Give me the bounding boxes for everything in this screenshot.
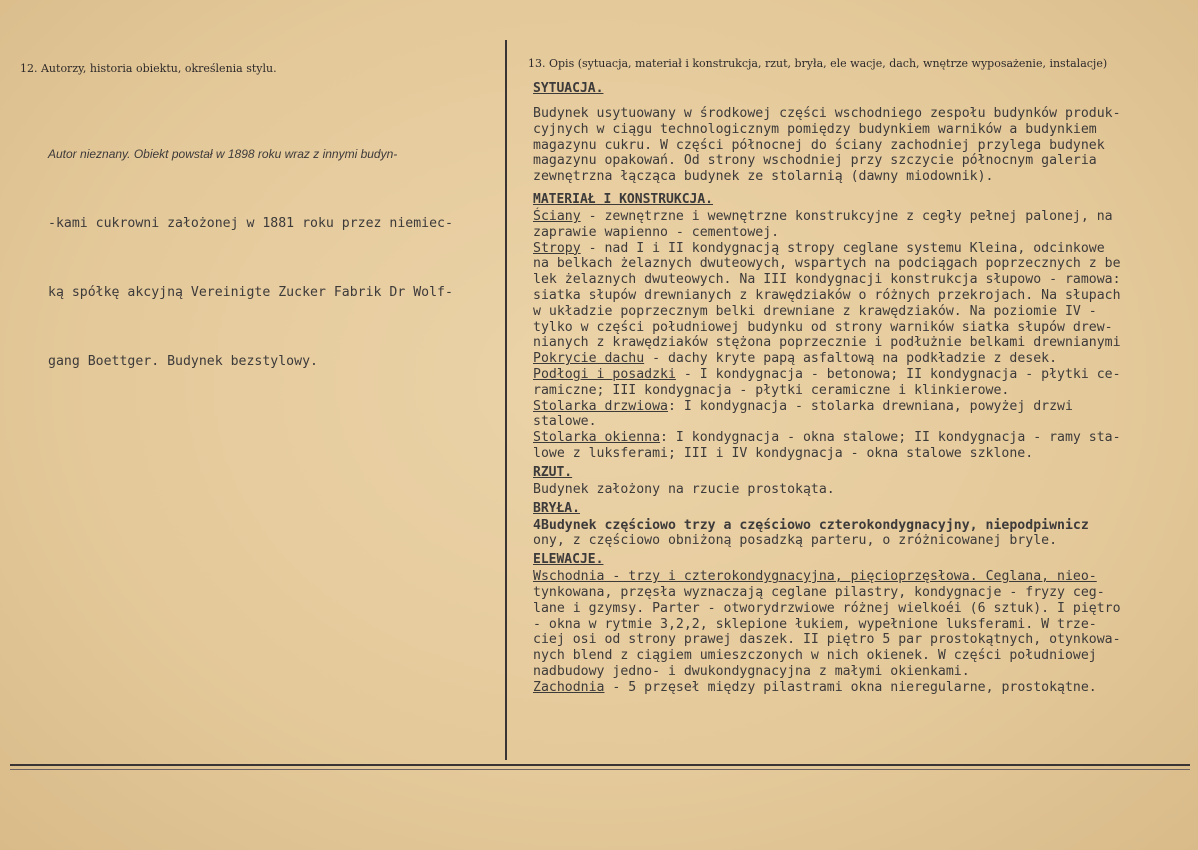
pokrycie-line: Pokrycie dachu - dachy kryte papą asfaltową na podkładzie z desek.	[533, 351, 1058, 367]
sytuacja-line: magazynu opakowań. Od strony wschodniej przy szczycie północnym galeria	[533, 153, 1097, 169]
sytuacja-line: magazynu cukru. W części północnej do ściany zachodniej przylega budynek	[533, 137, 1105, 153]
bryla-line: ony, z częściowo obniżoną posadzką parteru, o zróżnicowanej bryle.	[533, 533, 1058, 549]
stropy-line: tylko w części południowej budynku od strony warników siatka słupów drew-	[533, 319, 1113, 335]
wschodnia-label: Wschodnia	[533, 569, 605, 585]
drzwi-label: Stolarka drzwiowa	[533, 398, 668, 414]
authors-history-text	[48, 97, 498, 419]
stropy-line: w układzie poprzecznym belki drewniane z krawędziaków. Na poziomie IV -	[533, 303, 1097, 319]
wschodnia-line: nych blend z ciągiem umieszczonych w nich okienek. W części południowej	[533, 648, 1097, 664]
heading-material: MATERIAŁ I KONSTRUKCJA.	[533, 191, 714, 207]
okna-label: Stolarka okienna	[533, 430, 661, 446]
drzwi-line: stalowe.	[533, 414, 597, 430]
heading-bryla: BRYŁA.	[533, 500, 580, 516]
sytuacja-line: cyjnych w ciągu technologicznym pomiędzy budynkiem warników a budynkiem	[533, 121, 1097, 137]
sciany-line: zaprawie wapienno - cementowej.	[533, 224, 780, 240]
zachodnia-line: Zachodnia - 5 przęseł między pilastrami okna nieregularne, prostokątne.	[533, 679, 1097, 695]
wschodnia-line: lane i gzymsy. Parter - otworydrzwiowe różnej wielkoéi (6 sztuk). I piętro	[533, 600, 1121, 616]
stropy-line: lek żelaznych dwuteowych. Na III kondygnacji konstrukcja słupowo - ramowa:	[533, 272, 1121, 288]
bottom-rule-secondary	[10, 769, 1190, 770]
heading-sytuacja: SYTUACJA.	[533, 81, 604, 96]
left-line-2: -kami cukrowni założonej w 1881 roku przez niemiec-	[48, 216, 453, 231]
stropy-line: nianych z krawędziaków stężona poprzecznie i podłużnie belkami drewnianymi	[533, 335, 1121, 351]
podlogi-line: Podłogi i posadzki - I kondygnacja - betonowa; II kondygnacja - płytki ce-	[533, 366, 1121, 382]
sytuacja-line: zewnętrzna łącząca budynek ze stolarnią (dawny miodownik).	[533, 169, 994, 185]
podlogi-label: Podłogi i posadzki	[533, 366, 676, 382]
description-text	[533, 80, 1173, 696]
podlogi-line: ramiczne; III kondygnacja - płytki ceramiczne i klinkierowe.	[533, 382, 1010, 398]
section-12-header: 12. Autorzy, historia obiektu, określenia stylu.	[20, 62, 277, 75]
sytuacja-line: Budynek usytuowany w środkowej części wschodniego zespołu budynków produk-	[533, 106, 1121, 121]
left-line-4: gang Boettger. Budynek bezstylowy.	[48, 354, 318, 369]
drzwi-line: Stolarka drzwiowa: I kondygnacja - stolarka drewniana, powyżej drzwi	[533, 398, 1073, 414]
stropy-line: siatka słupów drewnianych z krawędziaków o różnych przekrojach. Na słupach	[533, 287, 1121, 303]
pokrycie-label: Pokrycie dachu	[533, 351, 645, 367]
heading-rzut: RZUT.	[533, 464, 573, 480]
okna-line: lowe z luksferami; III i IV kondygnacja - okna stalowe szklone.	[533, 445, 1034, 461]
section-13-header: 13. Opis (sytuacja, materiał i konstrukcja, rzut, bryła, ele wacje, dach, wnętrze wyposażenie, instalacje)	[528, 57, 1108, 70]
wschodnia-line: nadbudowy jedno- i dwukondygnacyjna z małymi okienkami.	[533, 663, 970, 679]
stropy-line: Stropy - nad I i II kondygnacją stropy ceglane systemu Kleina, odcinkowe	[533, 240, 1105, 256]
stropy-label: Stropy	[533, 240, 581, 256]
zachodnia-label: Zachodnia	[533, 679, 605, 695]
okna-line: Stolarka okienna: I kondygnacja - okna stalowe; II kondygnacja - ramy sta-	[533, 430, 1121, 446]
heading-elewacje: ELEWACJE.	[533, 552, 604, 568]
bottom-rule	[10, 764, 1190, 766]
left-line-3: ką spółkę akcyjną Vereinigte Zucker Fabrik Dr Wolf-	[48, 285, 453, 300]
column-divider	[505, 40, 507, 760]
sciany-line: Ściany - zewnętrzne i wewnętrzne konstrukcyjne z cegły pełnej palonej, na	[533, 208, 1113, 224]
bryla-line: 4Budynek częściowo trzy a częściowo czterokondygnacyjny, niepodpiwnicz	[533, 517, 1089, 533]
left-line-1: Autor nieznany. Obiekt powstał w 1898 roku wraz z innymi budyn-	[48, 147, 398, 161]
sciany-label: Ściany	[533, 208, 581, 224]
wschodnia-line: tynkowana, przęsła wyznaczają ceglane pilastry, kondygnacje - fryzy ceg-	[533, 584, 1105, 600]
wschodnia-line: - okna w rytmie 3,2,2, sklepione łukiem, wypełnione luksferami. W trze-	[533, 616, 1097, 632]
rzut-line: Budynek założony na rzucie prostokąta.	[533, 481, 835, 497]
wschodnia-line: Wschodnia - trzy i czterokondygnacyjna, pięcioprzęsłowa. Ceglana, nieo-	[533, 569, 1097, 585]
stropy-line: na belkach żelaznych dwuteowych, wspartych na podciągach poprzecznych z be	[533, 256, 1121, 272]
wschodnia-line: ciej osi od strony prawej daszek. II piętro 5 par prostokątnych, otynkowa-	[533, 632, 1121, 648]
